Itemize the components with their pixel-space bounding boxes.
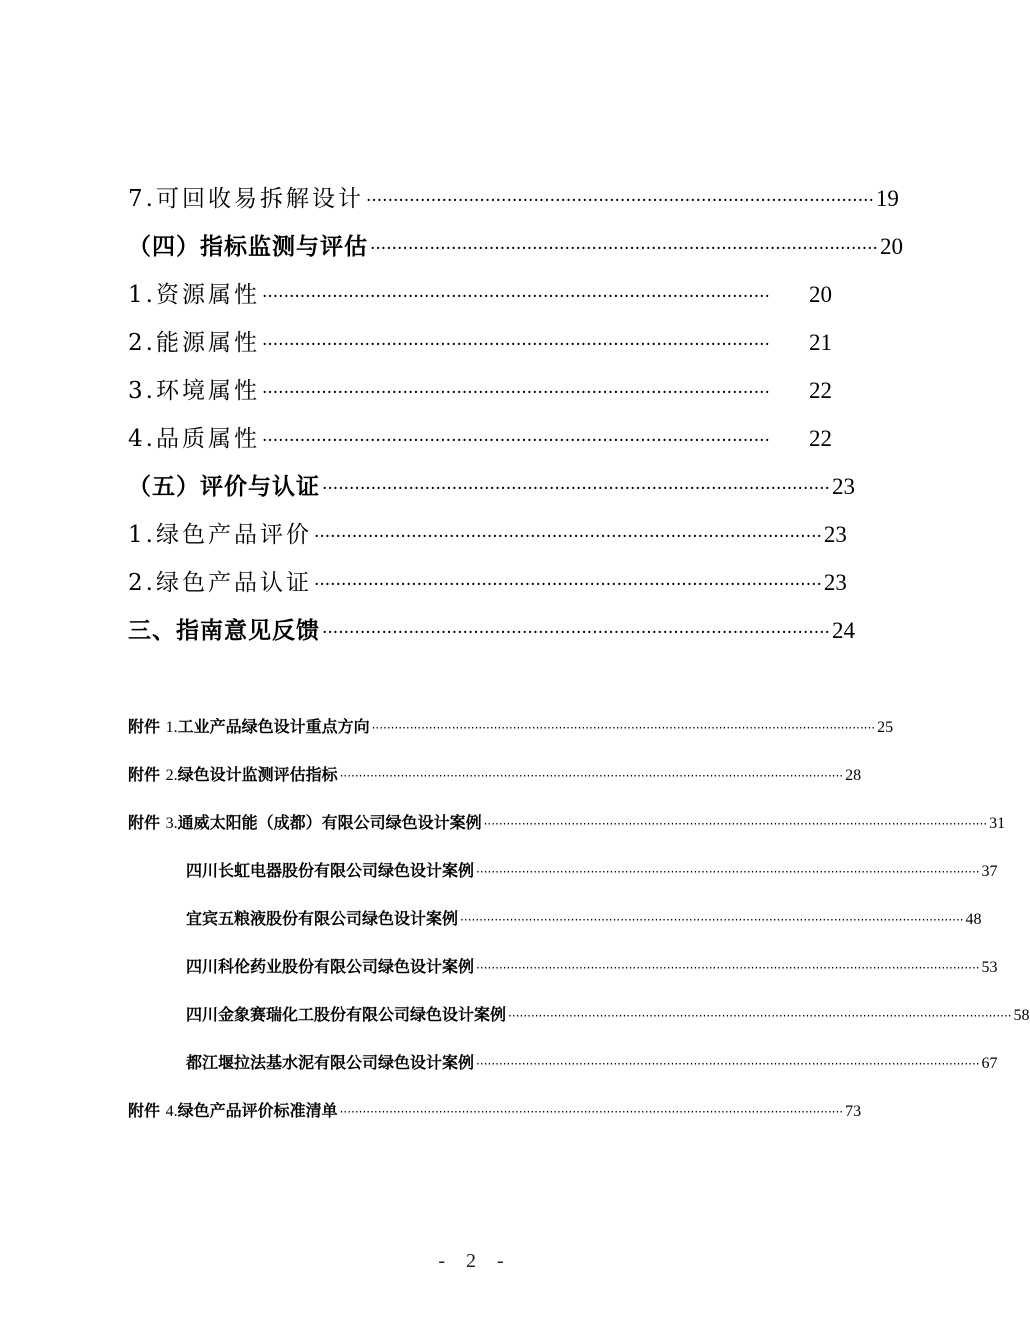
appendix-page: 48: [965, 911, 982, 928]
dot-leader: ······························································································: [261, 383, 770, 403]
toc-entry-label: 7.可回收易拆解设计: [128, 186, 364, 212]
appendix-label: 四川金象赛瑞化工股份有限公司绿色设计案例: [186, 1005, 507, 1024]
toc-entry-page: 20: [879, 234, 903, 259]
dot-leader: ······························································································: [261, 287, 770, 307]
toc-entry-label: （五）评价与认证: [128, 473, 320, 500]
toc-entry-label: 3.环境属性: [128, 378, 260, 404]
dot-leader: ······························································································: [322, 623, 830, 643]
appendix-page: 31: [989, 815, 1006, 832]
appendix-entry[interactable]: [186, 858, 998, 882]
appendix-label: 都江堰拉法基水泥有限公司绿色设计案例: [186, 1053, 475, 1072]
appendix-label: 绿色产品评价标准清单: [177, 1101, 338, 1120]
appendix-page: 73: [845, 1103, 862, 1120]
appendix-entry[interactable]: [128, 1098, 862, 1122]
toc-entry-page: 24: [831, 618, 855, 643]
dot-leader: ····································································································································: [460, 913, 964, 927]
toc-entry[interactable]: [128, 468, 855, 504]
dot-leader: ····································································································································: [476, 865, 980, 879]
toc-entry-label: 1.资源属性: [128, 282, 260, 308]
toc-entry[interactable]: [128, 420, 832, 456]
toc-entry-label: 1.绿色产品评价: [128, 522, 312, 548]
appendix-number: 4.: [165, 1103, 178, 1120]
toc-entry-page: 19: [875, 186, 899, 211]
appendix-label: 四川科伦药业股份有限公司绿色设计案例: [186, 957, 475, 976]
toc-entry-label: 2.绿色产品认证: [128, 570, 312, 596]
toc-entry-page: 20: [809, 282, 832, 307]
toc-entry-label: （四）指标监测与评估: [128, 233, 368, 260]
toc-entry-label: 4.品质属性: [128, 426, 260, 452]
toc-entry-page: 23: [823, 522, 847, 547]
appendix-label: 绿色设计监测评估指标: [177, 765, 338, 784]
appendix-page: 28: [845, 767, 862, 784]
toc-entry-page: 23: [831, 474, 855, 499]
dot-leader: ······························································································: [313, 575, 822, 595]
appendix-label: 通威太阳能（成都）有限公司绿色设计案例: [177, 813, 482, 832]
toc-entry-label: 三、指南意见反馈: [128, 617, 320, 644]
appendix-entry[interactable]: [128, 714, 894, 738]
toc-entry-page: 22: [809, 426, 832, 451]
dot-leader: ····································································································································: [508, 1009, 1012, 1023]
appendix-label: 四川长虹电器股份有限公司绿色设计案例: [186, 861, 475, 880]
dot-leader: ····································································································································: [483, 817, 988, 831]
appendix-prefix: 附件: [128, 813, 166, 832]
appendix-entry[interactable]: [186, 954, 998, 978]
toc-entry-page: 22: [809, 378, 832, 403]
dot-leader: ······························································································: [313, 527, 822, 547]
toc-entry[interactable]: [128, 180, 899, 216]
appendix-page: 58: [1013, 1007, 1030, 1024]
toc-entry[interactable]: [128, 564, 847, 600]
appendix-page: 25: [877, 719, 894, 736]
dot-leader: ····································································································································: [476, 961, 980, 975]
appendix-page: 67: [981, 1055, 998, 1072]
dot-leader: ······························································································: [370, 239, 878, 259]
toc-entry-label: 2.能源属性: [128, 330, 260, 356]
appendix-entry[interactable]: [186, 906, 982, 930]
appendix-number: 3.: [165, 815, 178, 832]
dot-leader: ····································································································································: [476, 1057, 980, 1071]
appendix-page: 37: [981, 863, 998, 880]
dot-leader: ····································································································································: [339, 769, 844, 783]
appendix-entry[interactable]: [186, 1050, 998, 1074]
dot-leader: ····································································································································: [339, 1105, 844, 1119]
toc-entry[interactable]: [128, 324, 832, 360]
appendix-label: 工业产品绿色设计重点方向: [177, 717, 370, 736]
appendix-prefix: 附件: [128, 765, 166, 784]
appendix-page: 53: [981, 959, 998, 976]
dot-leader: ······························································································: [365, 191, 874, 211]
appendix-number: 1.: [165, 719, 178, 736]
dot-leader: ······························································································: [322, 479, 830, 499]
toc-entry-page: 21: [809, 330, 832, 355]
toc-entry[interactable]: [128, 612, 855, 648]
page-number: - 2 -: [438, 1250, 512, 1272]
dot-leader: ······························································································: [261, 335, 770, 355]
appendix-number: 2.: [165, 767, 178, 784]
appendix-entry[interactable]: [128, 810, 1006, 834]
toc-entry[interactable]: [128, 372, 832, 408]
appendix-entry[interactable]: [128, 762, 862, 786]
appendix-entry[interactable]: [186, 1002, 1030, 1026]
appendix-prefix: 附件: [128, 717, 166, 736]
toc-entry-page: 23: [823, 570, 847, 595]
appendix-label: 宜宾五粮液股份有限公司绿色设计案例: [186, 909, 459, 928]
dot-leader: ······························································································: [261, 431, 770, 451]
toc-entry[interactable]: [128, 276, 832, 312]
appendix-prefix: 附件: [128, 1101, 166, 1120]
dot-leader: ····································································································································: [371, 721, 876, 735]
toc-entry[interactable]: [128, 516, 847, 552]
toc-entry[interactable]: [128, 228, 903, 264]
